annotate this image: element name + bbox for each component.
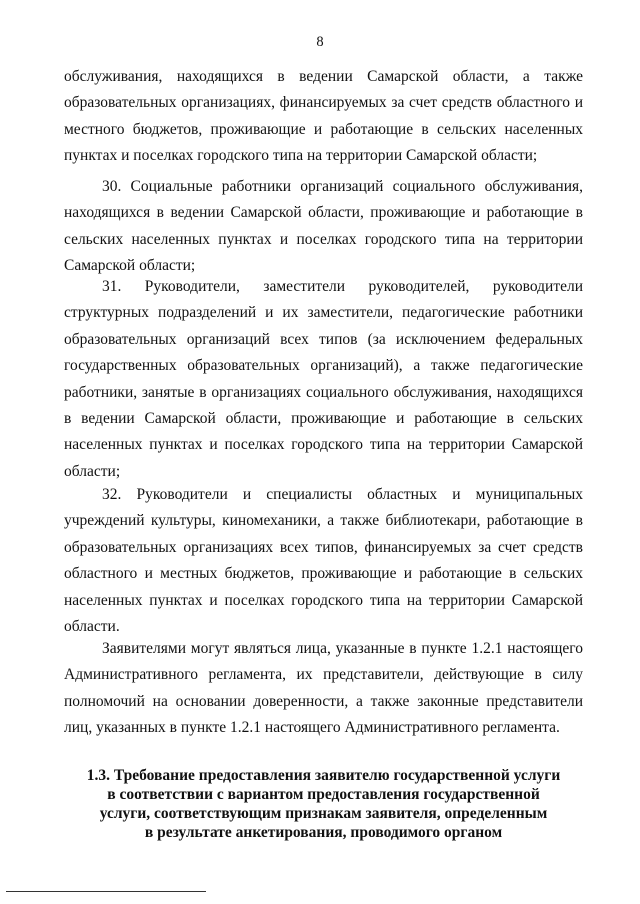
body-text-item-32 <box>64 482 583 640</box>
heading-line-4: в результате анкетирования, проводимого органом <box>144 824 503 841</box>
page-number: 8 <box>316 34 324 50</box>
paragraph-item-30: 30. Социальные работники организаций социального обслуживания, находящихся в ведении Самарской области, проживающие и работающие в сельских населенных пунктах и поселках городского типа на территории Самарской области; <box>64 178 583 275</box>
heading-line-2: в соответствии с вариантом предоставления государственной <box>107 786 540 803</box>
footnote-separator-line <box>6 891 206 892</box>
body-text <box>64 64 583 170</box>
body-text-applicants <box>64 636 583 742</box>
section-heading <box>64 766 583 842</box>
body-text-item-31 <box>64 274 583 485</box>
heading-line-1: 1.3. Требование предоставления заявителю государственной услуги <box>86 767 561 784</box>
paragraph-continuation: обслуживания, находящихся в ведении Самарской области, а также образовательных организациях, финансируемых за счет средств областного и местного бюджетов, проживающие и работающие в сельских населенных пунктах и поселках городского типа на территории Самарской области; <box>64 68 583 165</box>
paragraph-item-32: 32. Руководители и специалисты областных и муниципальных учреждений культуры, киномеханики, а также библиотекари, работающие в образовательных организациях всех типов, финансируемых за счет средств областного и местных бюджетов, проживающие и работающие в сельских населенных пунктах и поселках городского типа на территории Самарской области. <box>64 486 583 636</box>
body-text-item-30 <box>64 174 583 280</box>
heading-line-3: услуги, соответствующим признакам заявителя, определенным <box>99 805 548 822</box>
paragraph-item-31: 31. Руководители, заместители руководителей, руководители структурных подразделений и их заместители, педагогические работники образовательных организаций всех типов (за исключением федеральных государственных образовательных организаций), а также педагогические работники, занятые в организациях социального обслуживания, находящихся в ведении Самарской области, проживающие и работающие в сельских населенных пунктах и поселках городского типа на территории Самарской области; <box>64 278 583 480</box>
paragraph-applicants: Заявителями могут являться лица, указанные в пункте 1.2.1 настоящего Административного регламента, их представители, действующие в силу полномочий на основании доверенности, а также законные представители лиц, указанных в пункте 1.2.1 настоящего Административного регламента. <box>64 640 583 737</box>
